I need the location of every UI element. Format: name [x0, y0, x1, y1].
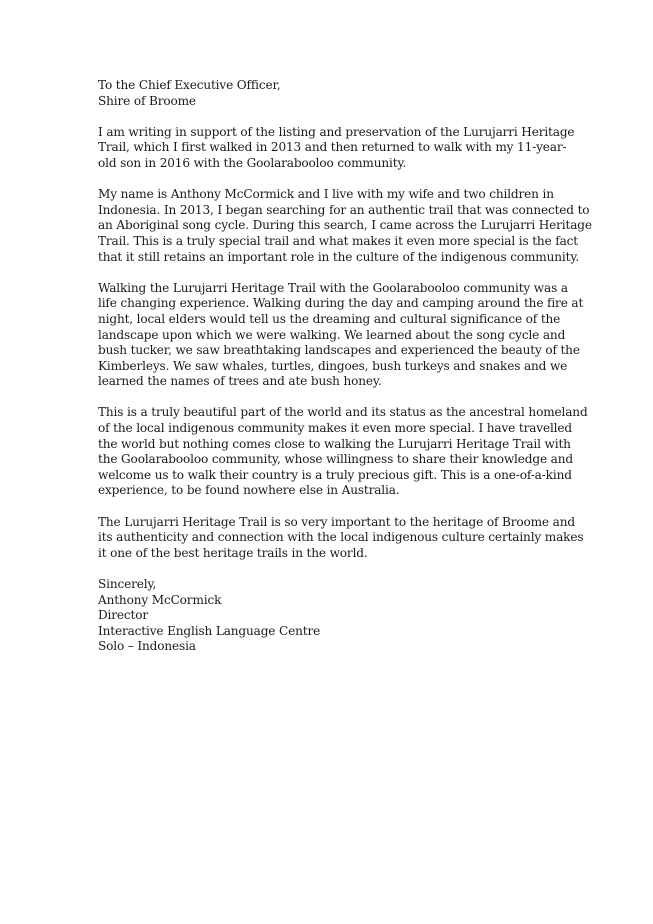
text-line: welcome us to walk their country is a truly precious gift. This is a one-of-a-kind [98, 467, 572, 482]
text-line: night, local elders would tell us the dreaming and cultural significance of the [98, 311, 561, 326]
closing: Sincerely, [98, 577, 157, 591]
text-line: of the local indigenous community makes it even more special. I have travelled [98, 421, 572, 436]
text-line: the world but nothing comes close to walking the Lurujarri Heritage Trail with [98, 436, 571, 451]
paragraph-4 [98, 405, 588, 499]
recipient-block [98, 78, 560, 109]
paragraph-5 [98, 514, 584, 562]
signature-block [98, 577, 560, 655]
text-line: the Goolarabooloo community, whose willingness to share their knowledge and [98, 452, 573, 467]
signatory-location: Solo – Indonesia [98, 639, 196, 654]
signatory-title: Director [98, 608, 148, 623]
text-line: This is a truly beautiful part of the world and its status as the ancestral homeland [98, 405, 588, 420]
text-line: it one of the best heritage trails in the world. [98, 545, 368, 560]
text-line: its authenticity and connection with the local indigenous culture certainly makes [98, 530, 584, 545]
text-line: learned the names of trees and ate bush honey. [98, 374, 382, 389]
text-line: Trail. This is a truly special trail and what makes it even more special is the fact [98, 233, 578, 248]
recipient-line: To the Chief Executive Officer, [98, 78, 281, 92]
paragraph-2 [98, 187, 592, 265]
signatory-name: Anthony McCormick [98, 592, 222, 607]
recipient-line: Shire of Broome [98, 93, 196, 108]
text-line: bush tucker, we saw breathtaking landscapes and experienced the beauty of the [98, 343, 580, 358]
paragraph-3 [98, 280, 584, 390]
text-line: life changing experience. Walking during the day and camping around the fire at [98, 296, 584, 311]
text-line: old son in 2016 with the Goolarabooloo community. [98, 155, 407, 170]
text-line: landscape upon which we were walking. We learned about the song cycle and [98, 327, 566, 342]
text-line: Indonesia. In 2013, I began searching for an authentic trail that was connected to [98, 202, 590, 217]
text-line: that it still retains an important role in the culture of the indigenous community. [98, 249, 580, 264]
text-line: Walking the Lurujarri Heritage Trail with the Goolarabooloo community was a [98, 280, 568, 295]
text-line: My name is Anthony McCormick and I live with my wife and two children in [98, 187, 554, 202]
text-line: I am writing in support of the listing and preservation of the Lurujarri Heritage [98, 124, 575, 139]
text-line: experience, to be found nowhere else in Australia. [98, 483, 400, 498]
text-line: Trail, which I first walked in 2013 and then returned to walk with my 11-year- [98, 140, 567, 155]
paragraph-1 [98, 124, 575, 172]
text-line: an Aboriginal song cycle. During this search, I came across the Lurujarri Heritage [98, 218, 592, 233]
signatory-organization: Interactive English Language Centre [98, 623, 321, 638]
text-line: Kimberleys. We saw whales, turtles, dingoes, bush turkeys and snakes and we [98, 358, 568, 373]
text-line: The Lurujarri Heritage Trail is so very important to the heritage of Broome and [98, 514, 575, 529]
letter-body [98, 78, 592, 671]
